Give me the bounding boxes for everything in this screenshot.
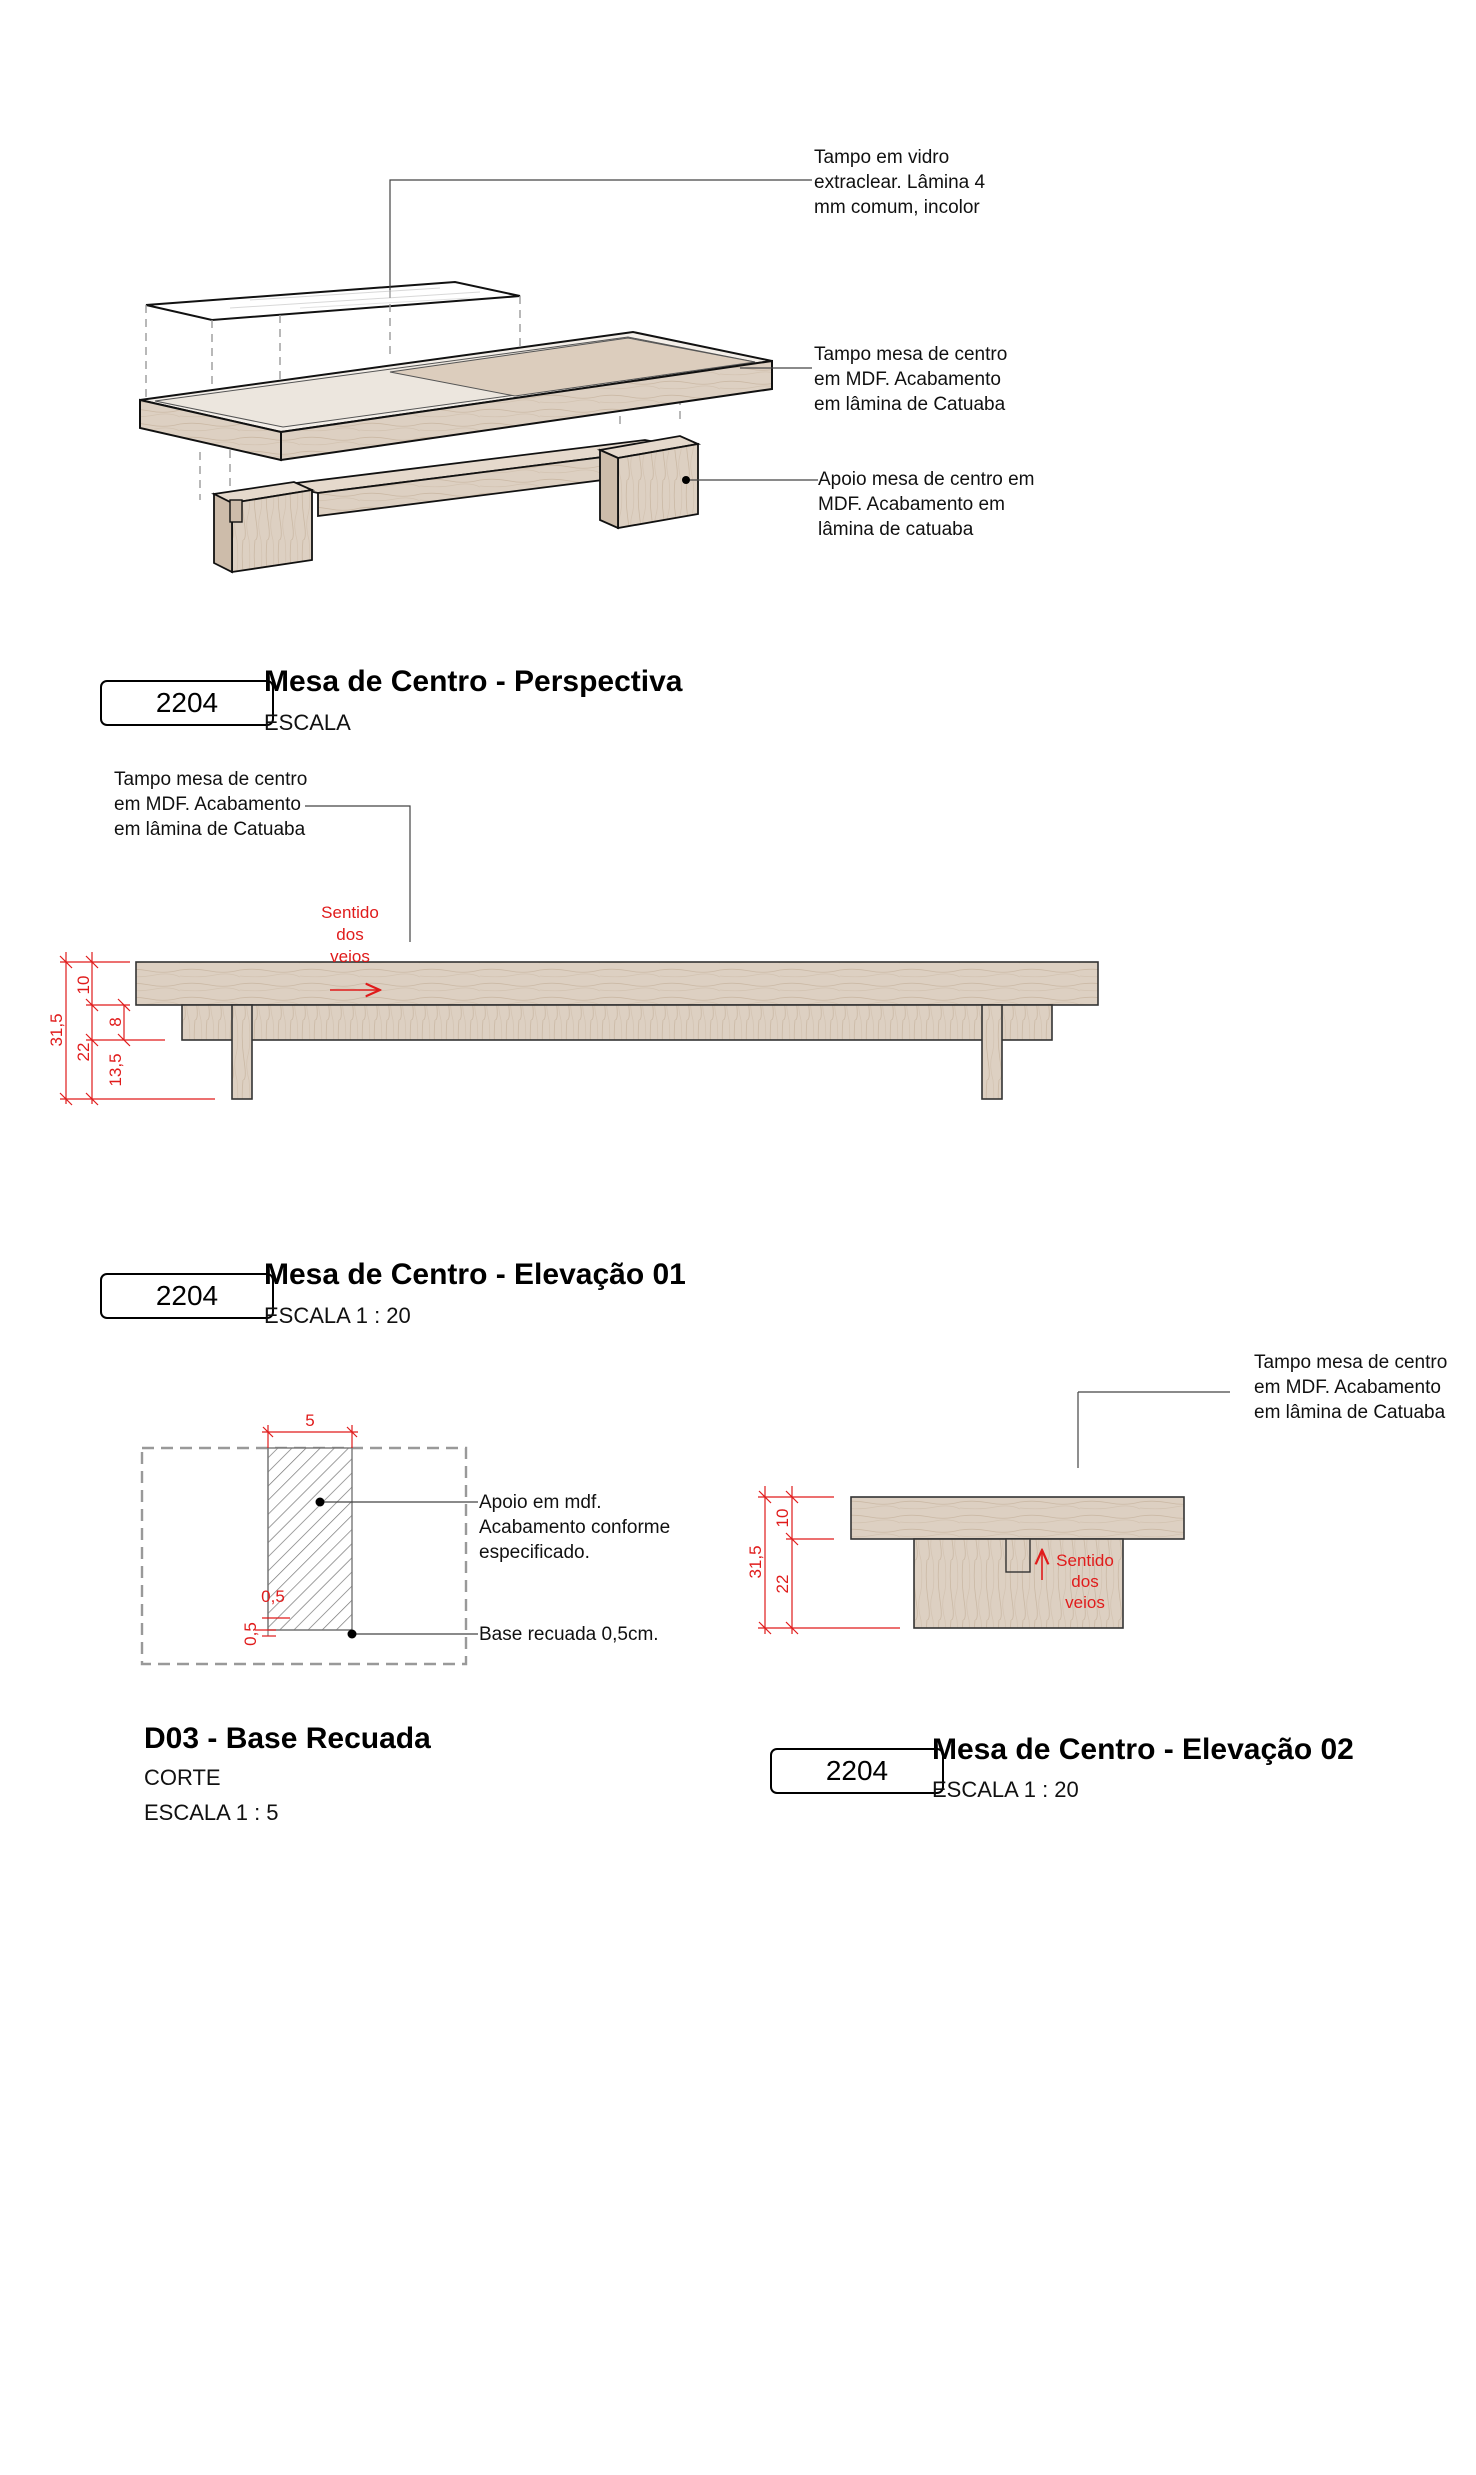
title-elevation-01: Mesa de Centro - Elevação 01 <box>264 1258 686 1291</box>
drawing-tag-perspective: 2204 <box>100 680 274 726</box>
type-detail-d03: CORTE <box>144 1765 221 1790</box>
dim2-top-thickness: 10 <box>773 1508 792 1528</box>
grain-label-line2: dos <box>336 925 364 944</box>
note-mdf-top: Tampo mesa de centro em MDF. Acabamento em lâmina de Catuaba <box>814 344 1008 415</box>
scale-elevation-01: ESCALA 1 : 20 <box>264 1303 411 1328</box>
dim-base-height: 22 <box>74 1042 93 1062</box>
dim-recess-horizontal: 0,5 <box>261 1587 285 1606</box>
grain-label-line3: veios <box>330 947 370 966</box>
dim-top-thickness: 10 <box>74 975 93 995</box>
elevation-02-drawing <box>758 1392 1230 1634</box>
scale-detail-d03: ESCALA 1 : 5 <box>144 1800 279 1825</box>
note-elevation-02: Tampo mesa de centro em MDF. Acabamento em lâmina de Catuaba <box>1254 1352 1448 1423</box>
detail-d03-drawing <box>142 1425 478 1664</box>
perspective-drawing <box>140 180 818 572</box>
grain-label-2-line2: dos <box>1071 1572 1099 1591</box>
drawing-tag-elevation-01: 2204 <box>100 1273 274 1319</box>
grain-label-line1: Sentido <box>321 903 379 922</box>
title-perspective: Mesa de Centro - Perspectiva <box>264 665 683 698</box>
note-detail-support: Apoio em mdf. Acabamento conforme especificado. <box>479 1492 671 1563</box>
note-support: Apoio mesa de centro em MDF. Acabamento em lâmina de catuaba <box>818 469 1035 540</box>
dim-leg-height: 13,5 <box>106 1053 125 1087</box>
note-detail-base: Base recuada 0,5cm. <box>479 1624 659 1645</box>
dim-support-width: 5 <box>305 1411 315 1430</box>
title-detail-d03: D03 - Base Recuada <box>144 1722 431 1755</box>
dim-total-height: 31,5 <box>47 1013 66 1047</box>
dim2-base-height: 22 <box>773 1574 792 1594</box>
dim-recess-vertical: 0,5 <box>241 1622 260 1646</box>
scale-perspective: ESCALA <box>264 710 351 735</box>
grain-label-2-line1: Sentido <box>1056 1551 1114 1570</box>
scale-elevation-02: ESCALA 1 : 20 <box>932 1777 1079 1802</box>
grain-label-2-line3: veios <box>1065 1593 1105 1612</box>
dim-apron-height: 8 <box>106 1017 125 1027</box>
note-glass-top: Tampo em vidro extraclear. Lâmina 4 mm comum, incolor <box>814 147 986 218</box>
note-elevation-01: Tampo mesa de centro em MDF. Acabamento em lâmina de Catuaba <box>114 769 308 840</box>
title-elevation-02: Mesa de Centro - Elevação 02 <box>932 1733 1354 1766</box>
dim2-total-height: 31,5 <box>746 1545 765 1579</box>
elevation-01-drawing <box>60 806 1098 1105</box>
drawing-tag-elevation-02: 2204 <box>770 1748 944 1794</box>
